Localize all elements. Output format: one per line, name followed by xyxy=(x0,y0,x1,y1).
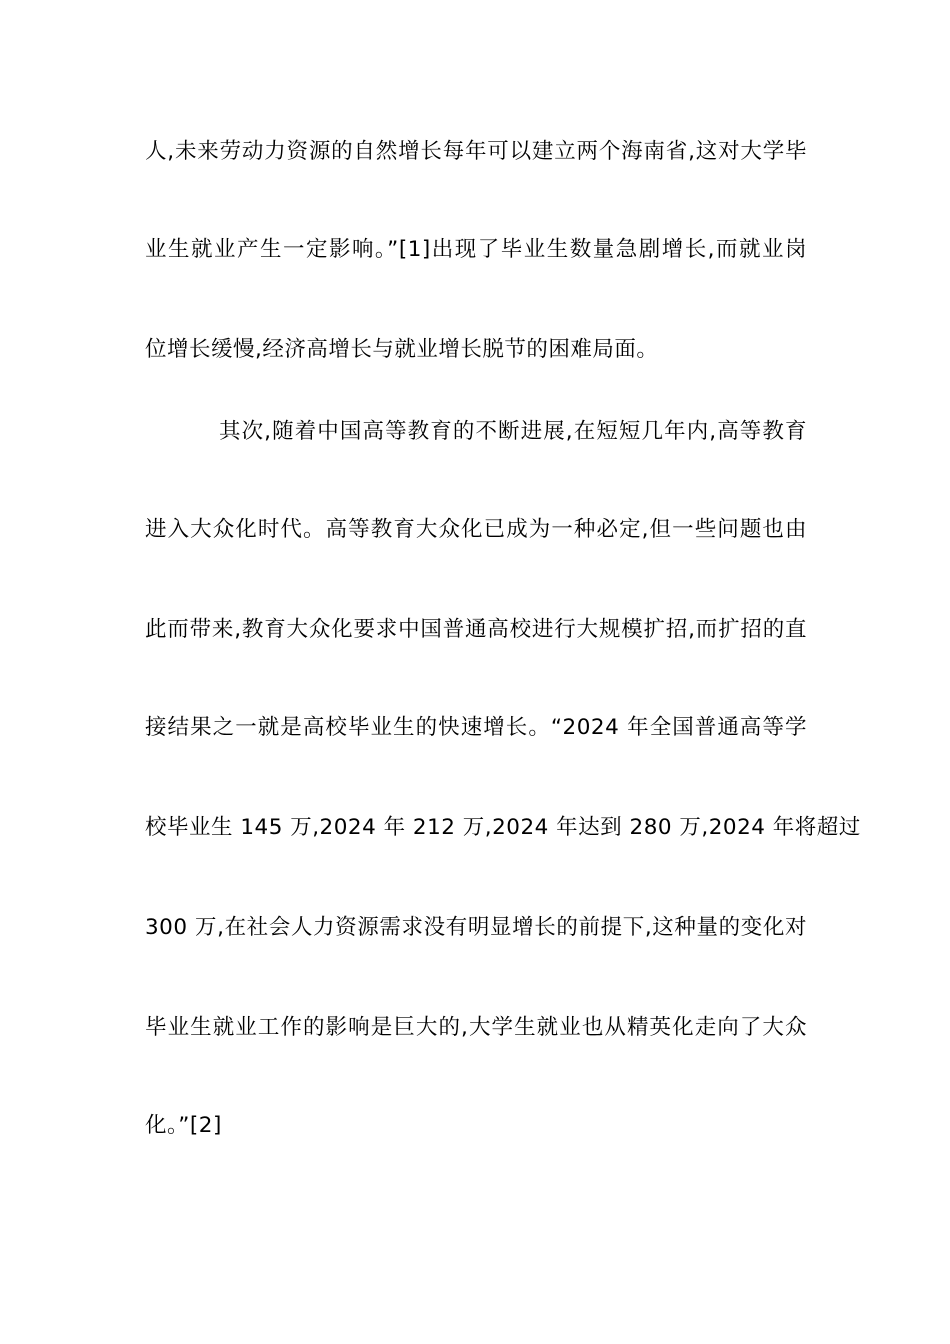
paragraph-line: 毕业生就业工作的影响是巨大的,大学生就业也从精英化走向了大众 xyxy=(145,1015,807,1040)
paragraph-line: 接结果之一就是高校毕业生的快速增长。“2024 年全国普通高等学 xyxy=(145,715,807,740)
paragraph-line: 其次,随着中国高等教育的不断进展,在短短几年内,高等教育 xyxy=(219,419,807,444)
paragraph-line: 位增长缓慢,经济高增长与就业增长脱节的困难局面。 xyxy=(145,337,659,362)
paragraph-line: 校毕业生 145 万,2024 年 212 万,2024 年达到 280 万,2024 年将超过 xyxy=(145,815,861,840)
paragraph-line: 业生就业产生一定影响。”[1]出现了毕业生数量急剧增长,而就业岗 xyxy=(145,237,807,262)
paragraph-line: 人,未来劳动力资源的自然增长每年可以建立两个海南省,这对大学毕 xyxy=(145,139,807,164)
paragraph-line: 此而带来,教育大众化要求中国普通高校进行大规模扩招,而扩招的直 xyxy=(145,617,807,642)
paragraph-line: 化。”[2] xyxy=(145,1113,222,1138)
paragraph-line: 进入大众化时代。高等教育大众化已成为一种必定,但一些问题也由 xyxy=(145,517,807,542)
paragraph-line: 300 万,在社会人力资源需求没有明显增长的前提下,这种量的变化对 xyxy=(145,915,807,940)
